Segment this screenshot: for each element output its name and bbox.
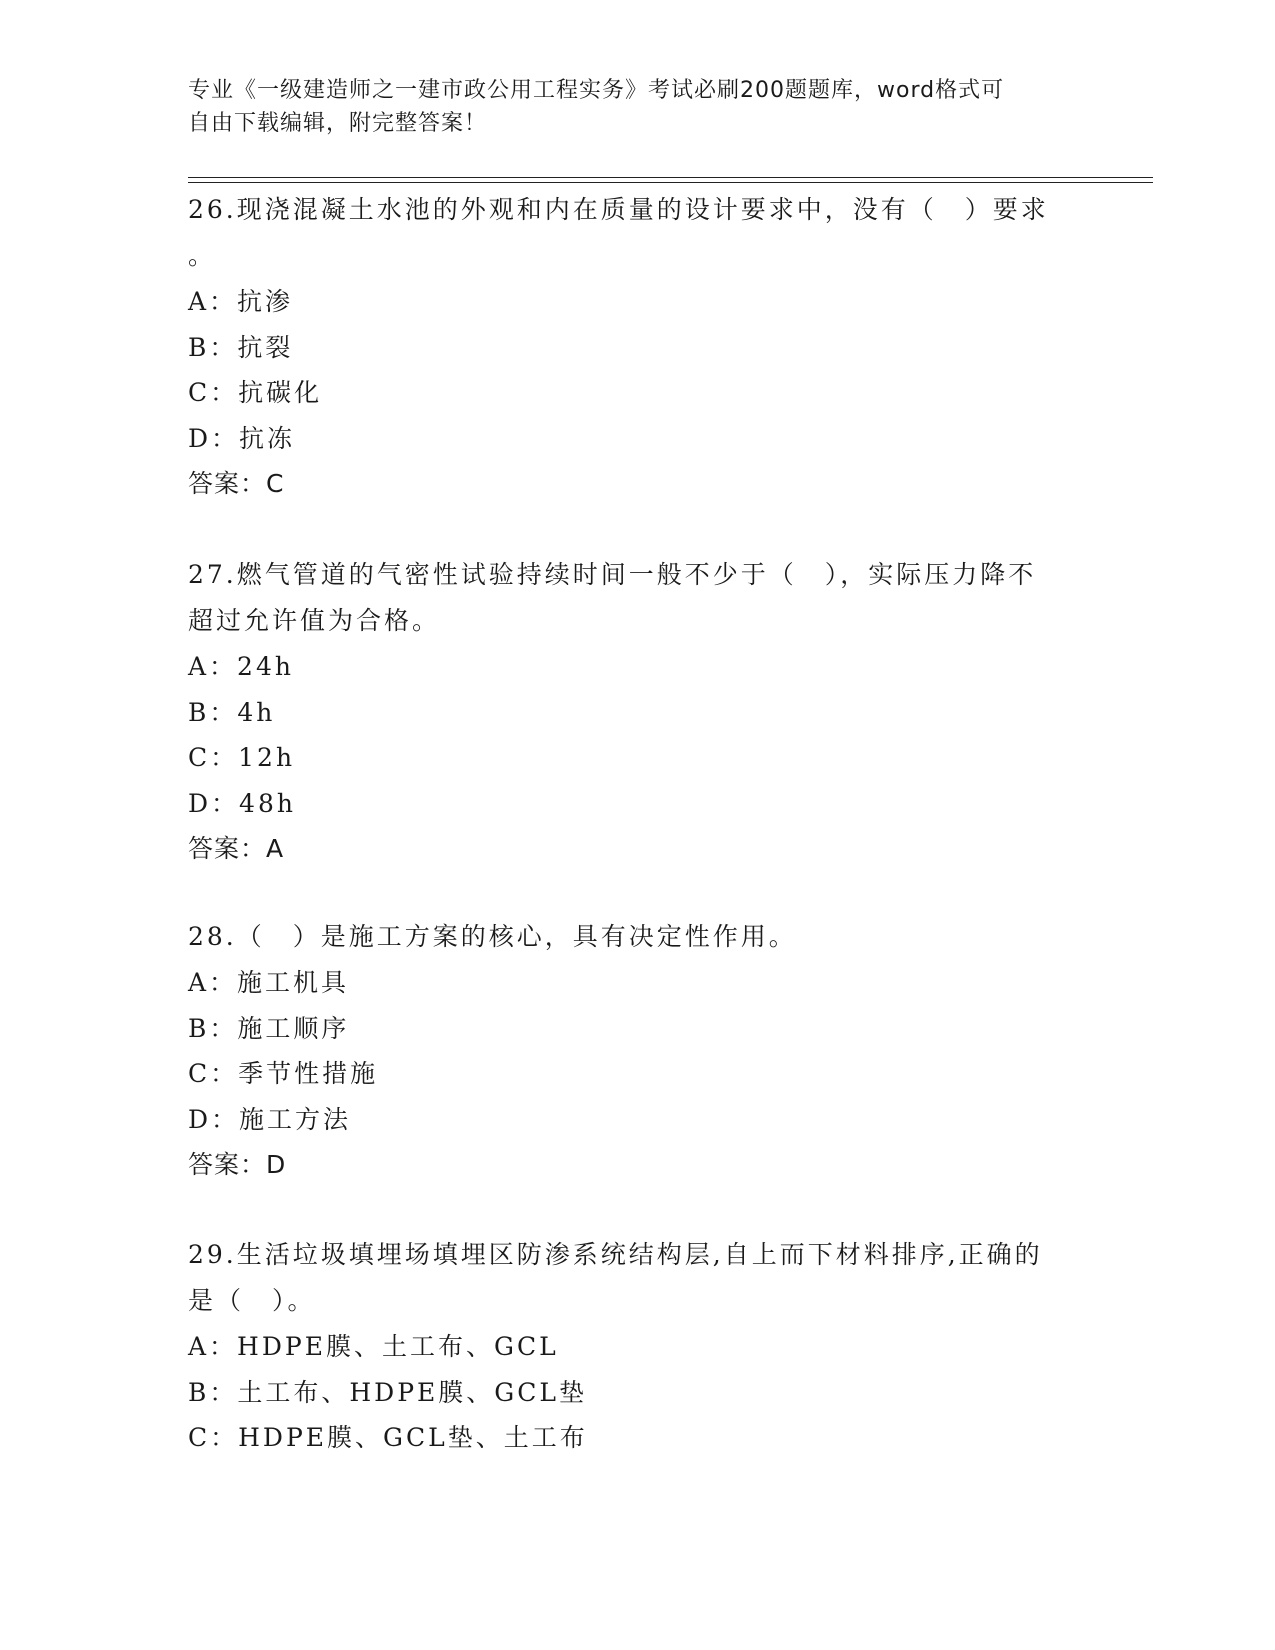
question-stem: 28.（ ）是施工方案的核心，具有决定性作用。 xyxy=(188,922,797,951)
option-c: C：12h xyxy=(188,743,296,772)
question-29 xyxy=(188,1232,1068,1461)
question-28 xyxy=(188,914,1068,1188)
document-header xyxy=(188,74,1088,140)
question-stem-continuation: 是（ ）。 xyxy=(188,1286,316,1315)
answer: 答案：A xyxy=(188,834,285,863)
header-line-2: 自由下载编辑，附完整答案！ xyxy=(188,111,488,136)
option-d: D：施工方法 xyxy=(188,1104,352,1134)
option-b: B：施工顺序 xyxy=(188,1013,350,1043)
question-26 xyxy=(188,187,1068,507)
header-divider-bottom xyxy=(188,182,1153,183)
answer: 答案：C xyxy=(188,469,285,498)
option-c: C：HDPE膜、GCL垫、土工布 xyxy=(188,1423,588,1452)
question-stem-continuation: 超过允许值为合格。 xyxy=(188,606,441,635)
question-27 xyxy=(188,552,1068,872)
header-divider-top xyxy=(188,177,1153,178)
option-b: B：土工布、HDPE膜、GCL垫 xyxy=(188,1377,587,1407)
option-b: B：4h xyxy=(188,697,276,727)
question-stem: 27.燃气管道的气密性试验持续时间一般不少于（ ），实际压力降不 xyxy=(188,560,1037,589)
answer: 答案：D xyxy=(188,1150,287,1179)
option-a: A：施工机具 xyxy=(188,968,350,997)
option-a: A：HDPE膜、土工布、GCL xyxy=(188,1332,559,1361)
header-line-1: 专业《一级建造师之一建市政公用工程实务》考试必刷200题题库，word格式可 xyxy=(188,78,1005,103)
option-c: C：季节性措施 xyxy=(188,1059,379,1088)
option-a: A：24h xyxy=(188,652,294,681)
question-stem-continuation: 。 xyxy=(188,241,217,270)
option-d: D：48h xyxy=(188,788,296,818)
option-b: B：抗裂 xyxy=(188,332,294,362)
question-stem: 29.生活垃圾填埋场填埋区防渗系统结构层,自上而下材料排序,正确的 xyxy=(188,1240,1043,1269)
option-d: D：抗冻 xyxy=(188,423,296,453)
option-a: A：抗渗 xyxy=(188,287,294,316)
option-c: C：抗碳化 xyxy=(188,378,323,407)
question-stem: 26.现浇混凝土水池的外观和内在质量的设计要求中，没有（ ）要求 xyxy=(188,195,1049,224)
